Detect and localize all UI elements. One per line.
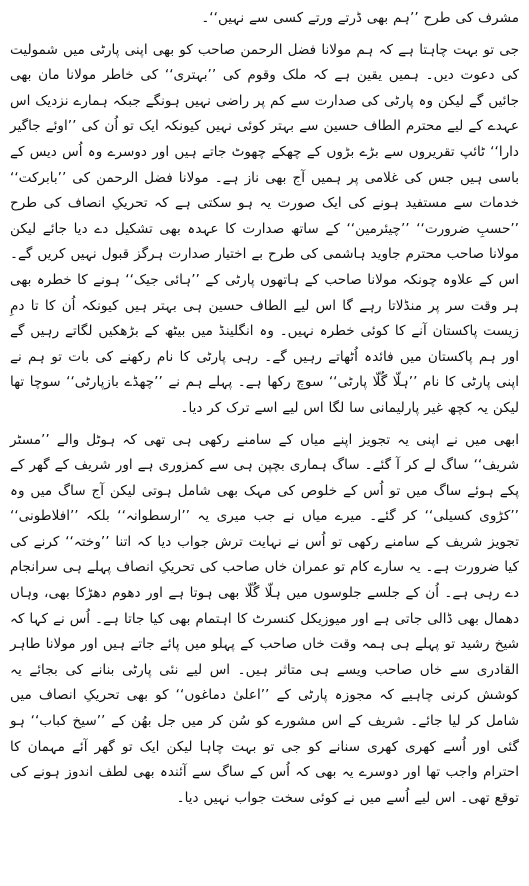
article-paragraph-3: ابھی میں نے اپنی یہ تجویز اپنے میاں کے سامنے رکھی ہی تھی کہ ہوٹل والے ’’مسٹر شریف‘‘ ساگ لے کر آ گئے۔ ساگ ہماری بچپن ہی سے کمزوری ہے اور شریف کے گھر کے پکے ہوئے ساگ میں تو اُس کے خلوص کی مہک بھی شامل ہوتی لیکن آج ساگ میں وہ ’’کڑوی کسیلی‘‘ کر گئے۔ میرے میاں نے جب میری یہ ’’ارسطوانہ‘‘ بلکہ ’’افلاطونی‘‘ تجویز شریف کے سامنے رکھی تو اُس نے نہایت ترش جواب دیا کہ اتنا ’’وختہ‘‘ کرنے کی کیا ضرورت ہے۔ یہ سارے کام تو عمران خاں صاحب کی تحریکِ انصاف پہلے ہی سرانجام دے رہی ہے۔ اُن کے جلسے جلوسوں میں ہلّا گُلّا بھی ہوتا ہے اور دھوم دھڑکا بھی، وہاں دھمال بھی ڈالی جاتی ہے اور میوزیکل کنسرٹ کا اہتمام بھی کیا جاتا ہے۔ اُس نے کہا کہ شیخ رشید تو پہلے ہی ہمہ وقت خاں صاحب کے پہلو میں پائے جاتے ہیں اور مولانا طاہر القادری سے خاں صاحب ویسے ہی متاثر ہیں۔ اس لیے نئی پارٹی بنانے کی بجائے یہ کوشش کرنی چاہیے کہ مجوزہ پارٹی کے ’’اعلیٰ دماغوں‘‘ کو بھی تحریکِ انصاف میں شامل کر لیا جائے۔ شریف کے اس مشورے کو سُن کر میں جل بھُن کے ’’سیخ کباب‘‘ ہو گئی اور اُسے کھری کھری سنانے کو جی تو بہت چاہا لیکن ایک تو گھر آئے مہمان کا احترام واجب تھا اور دوسرے یہ بھی کہ اُس کے ساگ سے آئندہ بھی لطف اندوز ہونے کی توقع تھی۔ اس لیے اُسے میں نے کوئی سخت جواب نہیں دیا۔ (10, 431, 519, 806)
article-paragraph-2: جی تو بہت چاہتا ہے کہ ہم مولانا فضل الرحمن صاحب کو بھی اپنی پارٹی میں شمولیت کی دعوت دیں۔ ہمیں یقین ہے کہ ملک وقوم کی ’’بہتری‘‘ کی خاطر مولانا مان بھی جائیں گے لیکن وہ پارٹی کی صدارت سے کم پر راضی نہیں ہونگے جبکہ ہمارے نزدیک اس عہدے کے لیے محترم الطاف حسین سے بہتر کوئی نہیں کیونکہ ایک تو اُن کی ’’اوئے جاگیر دارا‘‘ ٹائپ تقریروں سے بڑے بڑوں کے چھکے چھوٹ جاتے ہیں اور دوسرے وہ اُس دیس کے باسی ہیں جس کی غلامی پر ہمیں آج بھی ناز ہے۔ مولانا فضل الرحمن کی ’’بابرکت‘‘ خدمات سے مستفید ہونے کی ایک صورت یہ ہو سکتی ہے کہ تحریکِ انصاف کی طرح ’’حسبِ ضرورت‘‘ ’’چیئرمین‘‘ کے ساتھ صدارت کا عہدہ بھی تشکیل دے دیا جائے لیکن مولانا صاحب محترم جاوید ہاشمی کی طرح بے اختیار صدارت ہرگز قبول نہیں کریں گے۔ اس کے علاوہ چونکہ مولانا صاحب کے ہاتھوں پارٹی کے ’’ہائی جیک‘‘ ہونے کا خطرہ بھی ہر وقت سر پر منڈلاتا رہے گا اس لیے الطاف حسین ہی بہتر ہیں کیونکہ اُن کا تا دمِ زیست پاکستان آنے کا کوئی خطرہ نہیں۔ وہ انگلینڈ میں بیٹھ کے بڑھکیں لگاتے رہیں گے اور ہم پاکستان میں فائدہ اُٹھاتے رہیں گے۔ رہی پارٹی کا نام رکھنے کی بات تو ہم نے اپنی پارٹی کا نام ’’ہلّا گُلّا پارٹی‘‘ سوچ رکھا ہے۔ پہلے ہم نے ’’چھڈے بازپارٹی‘‘ سوچا تھا لیکن یہ کچھ غیر پارلیمانی سا لگا اس لیے اسے ترک کر دیا۔ (10, 41, 519, 416)
article-paragraph-1: مشرف کی طرح ’’ہم بھی ڈرتے ورتے کسی سے نہیں‘‘۔ (201, 10, 519, 26)
